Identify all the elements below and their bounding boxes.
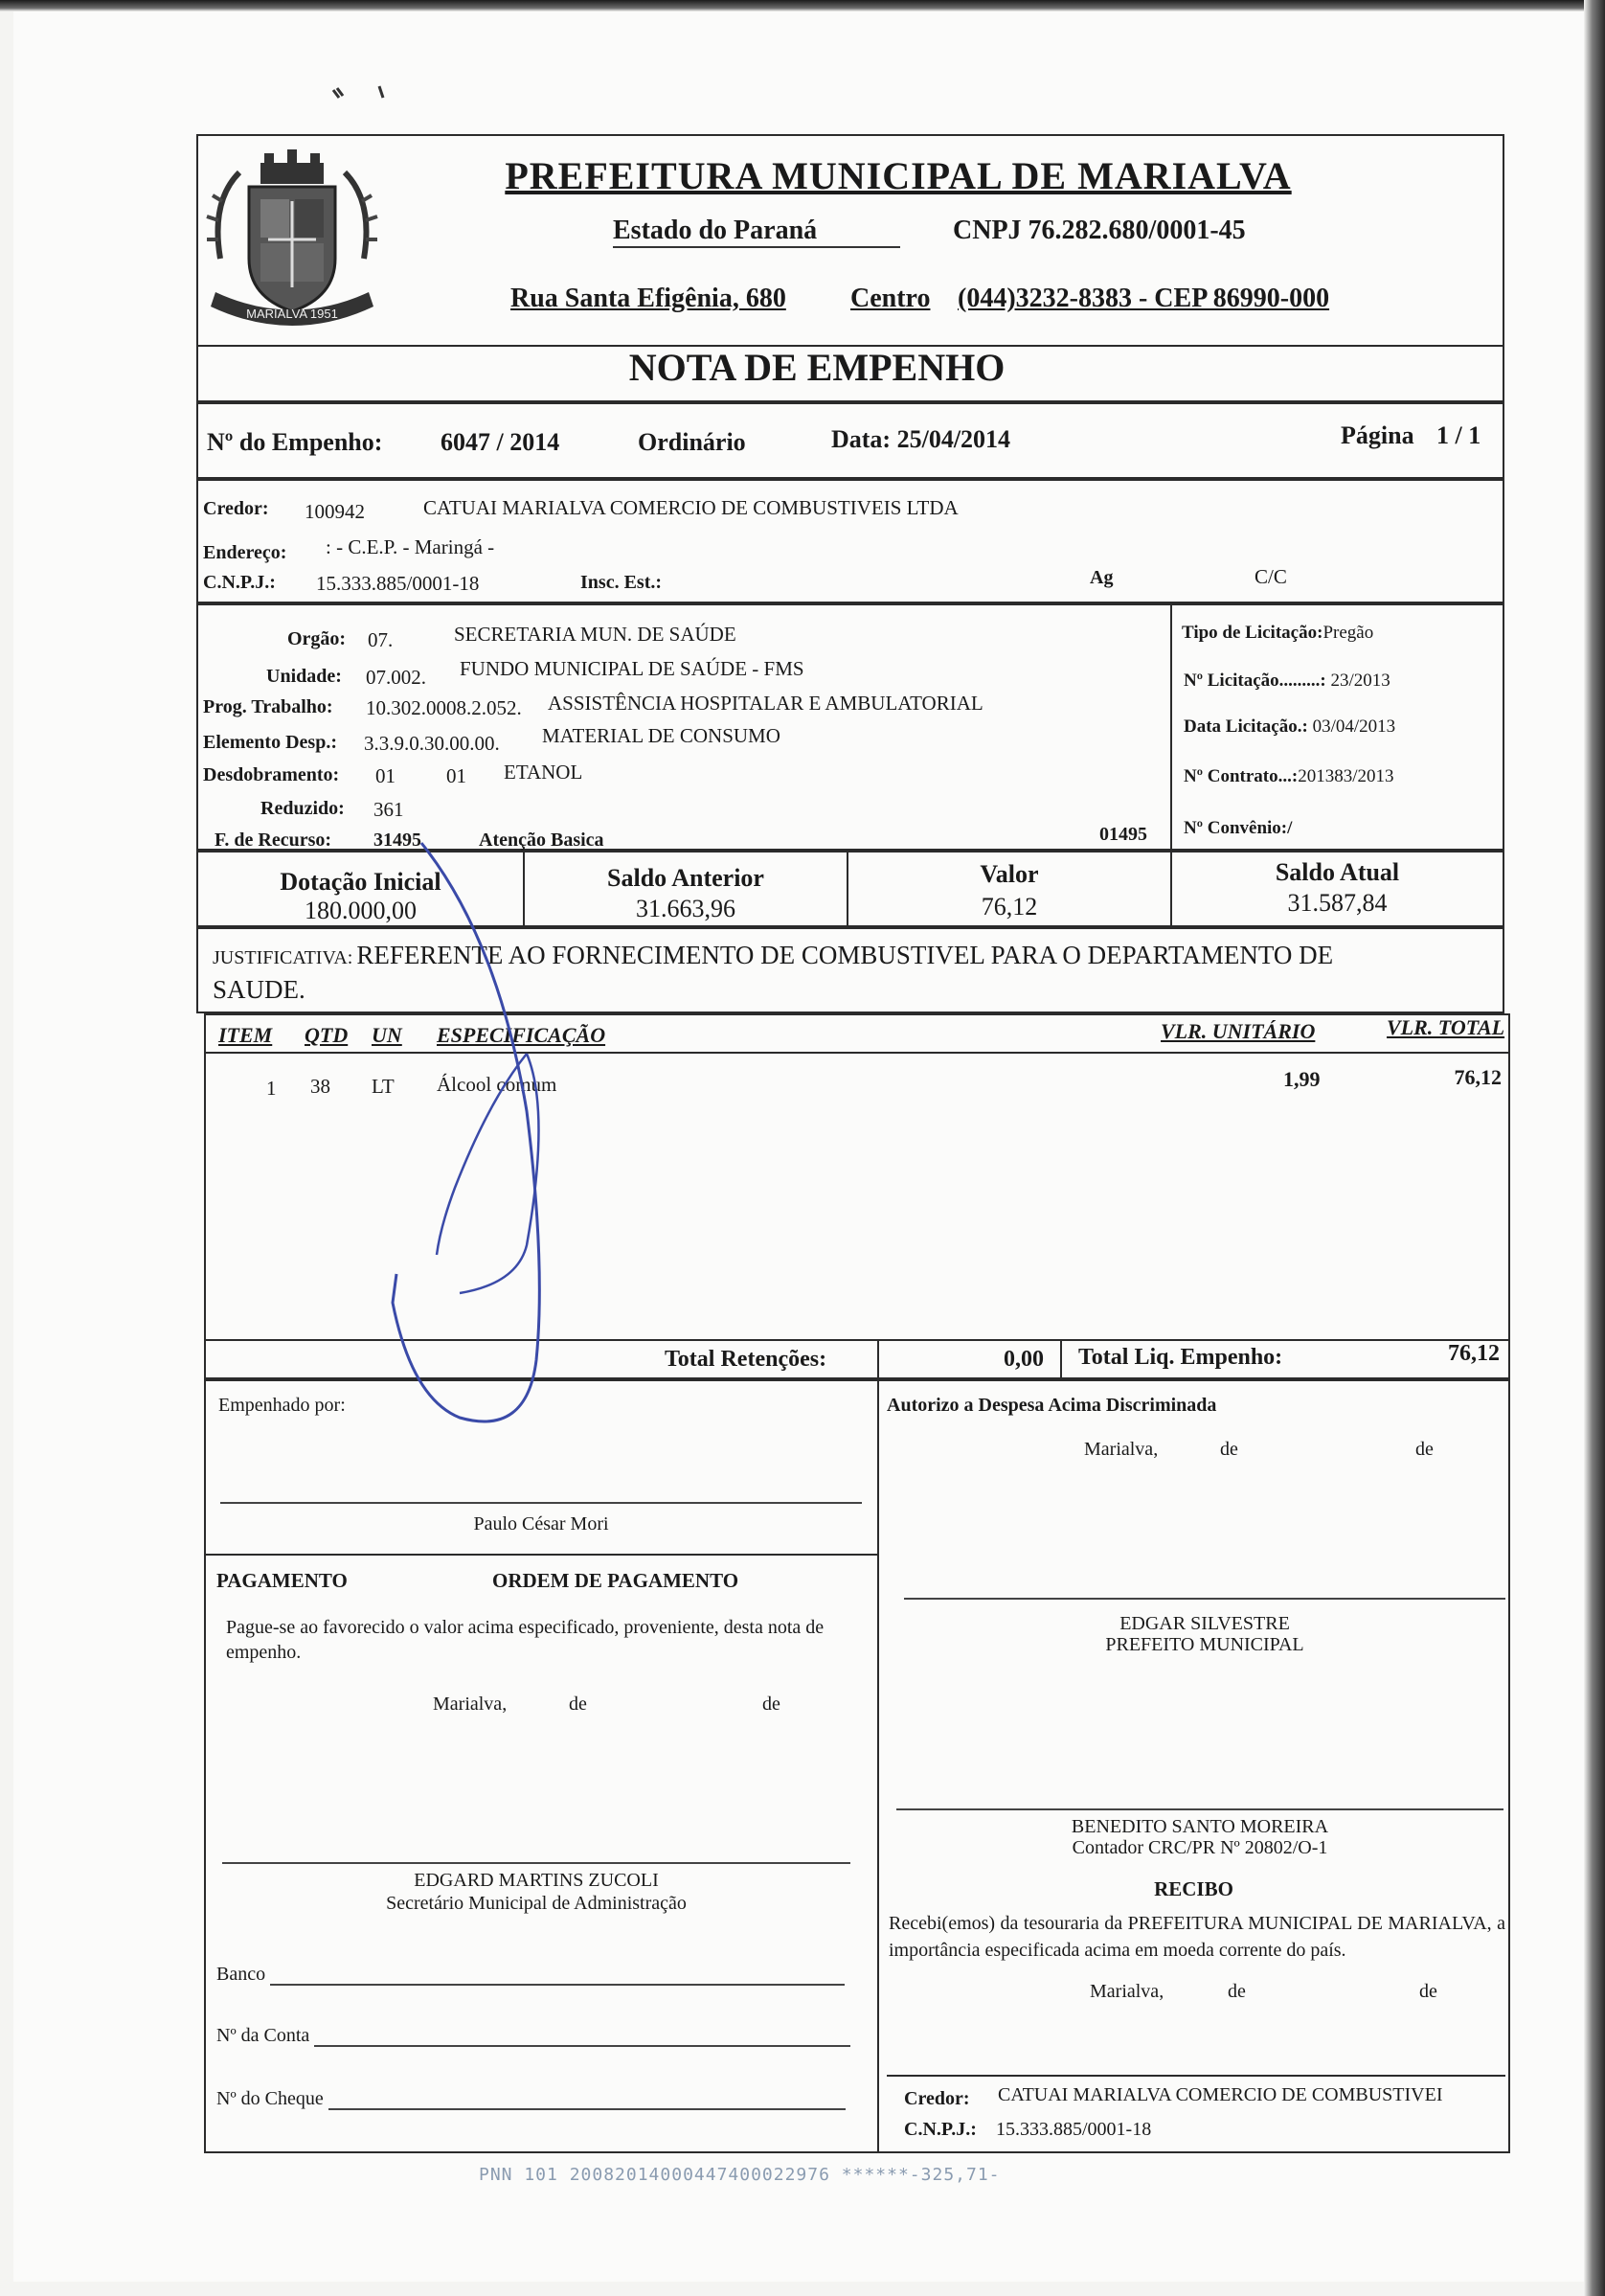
pagamento-top-divider [204,1554,877,1556]
empenho-number: 6047 / 2014 [441,428,560,456]
autorizo-local: Marialva, [1084,1439,1159,1460]
valor-label: Valor [980,860,1039,888]
address-centro: Centro [850,284,931,313]
col-header-especificacao: ESPECIFICAÇÃO [437,1023,606,1047]
banco-field[interactable] [270,1984,845,1986]
data-licitacao-label: Data Licitação.: [1184,716,1308,737]
address-street: Rua Santa Efigênia, 680 [510,284,786,313]
numero-licitacao-row [1184,671,1390,692]
insc-est-label: Insc. Est.: [580,572,663,593]
pagamento-texto: Pague-se ao favorecido o valor acima especificado, proveniente, desta nota de empenho. [226,1617,825,1663]
empenhado-label: Empenhado por: [218,1395,346,1416]
org-title: PREFEITURA MUNICIPAL DE MARIALVA [505,154,1292,197]
col-header-vlr-total: VLR. TOTAL [1387,1015,1505,1039]
saldo-anterior-value: 31.663,96 [636,895,735,922]
recibo-cnpj: 15.333.885/0001-18 [996,2119,1152,2140]
desdobramento-b: 01 [446,764,466,787]
conta-field[interactable] [314,2045,850,2047]
valor-value: 76,12 [981,893,1038,921]
cheque-label: Nº do Cheque [216,2088,324,2109]
item-qtd: 38 [310,1075,330,1098]
saldo-atual-value: 31.587,84 [1287,889,1388,917]
prefeito-signature-line [904,1598,1505,1600]
recibo-credor-divider [887,2075,1505,2077]
cheque-field[interactable] [328,2108,846,2110]
credor-cnpj: 15.333.885/0001-18 [316,572,480,595]
empenhado-nome: Paulo César Mori [473,1513,609,1534]
footer-bank-code: PNN 101 20082014000447400022976 ******-325,71- [479,2165,1001,2185]
desdobramento-name: ETANOL [504,761,583,784]
page-label: Página [1341,421,1414,449]
contador-nome: BENEDITO SANTO MOREIRA [1071,1816,1329,1837]
secretario-cargo: Secretário Municipal de Administração [386,1893,687,1914]
numero-licitacao-label: Nº Licitação.........: [1184,671,1326,691]
banco-row [216,1964,845,1986]
dotacao-value: 180.000,00 [305,897,417,924]
contador-cargo: Contador CRC/PR Nº 20802/O-1 [1072,1837,1328,1858]
assinaturas-center-divider [877,1379,879,2153]
retencoes-label: Total Retenções: [665,1347,827,1372]
prog-trabalho-name: ASSISTÊNCIA HOSPITALAR E AMBULATORIAL [548,692,983,715]
pen-mark-icon [383,824,632,1456]
desdobramento-label: Desdobramento: [203,764,340,785]
pagamento-local: Marialva, [433,1694,508,1715]
autorizo-de-2: de [1415,1439,1434,1460]
licitacao-divider [1170,603,1172,851]
empenho-date: Data: 25/04/2014 [831,425,1011,453]
recibo-de-1: de [1228,1981,1246,2002]
seal-text: MARIALVA 1951 [246,307,338,321]
credor-label: Credor: [203,498,269,519]
cnpj-prefeitura: CNPJ 76.282.680/0001-45 [953,216,1246,245]
prog-trabalho-code: 10.302.0008.2.052. [366,696,522,719]
secretario-signature-line [222,1862,850,1864]
orgao-name: SECRETARIA MUN. DE SAÚDE [454,623,736,646]
data-licitacao-value: 03/04/2013 [1312,716,1396,737]
contrato-label: Nº Contrato...: [1184,766,1299,786]
recurso-code: 31495 [373,830,421,851]
contador-signature-line [896,1808,1503,1810]
empenho-number-label: Nº do Empenho: [207,428,383,456]
orgao-code: 07. [368,628,394,651]
unidade-name: FUNDO MUNICIPAL DE SAÚDE - FMS [460,657,804,680]
contrato-value: 201383/2013 [1298,766,1394,786]
secretario-nome: EDGARD MARTINS ZUCOLI [414,1870,659,1891]
conta-label: Nº da Conta [216,2025,310,2046]
recurso-name: Atenção Basica [479,830,604,851]
conta-corrente-label: C/C [1255,565,1287,588]
recibo-credor-label: Credor: [904,2088,970,2109]
recibo-de-2: de [1419,1981,1437,2002]
col-header-vlr-unitario: VLR. UNITÁRIO [1161,1019,1316,1043]
empenhado-signature-line [220,1502,862,1504]
totais-div-2 [1060,1339,1062,1379]
endereco-value: : - C.E.P. - Maringá - [326,535,495,558]
item-un: LT [372,1075,395,1098]
orgao-label: Orgão: [287,628,347,649]
recibo-cnpj-label: C.N.P.J.: [904,2119,977,2140]
convenio-label: Nº Convênio:/ [1184,818,1293,838]
autorizo-de-1: de [1220,1439,1238,1460]
page-number: 1 / 1 [1436,421,1481,449]
saldo-anterior-label: Saldo Anterior [607,864,764,892]
credor-cnpj-label: C.N.P.J.: [203,572,276,593]
contrato-row [1184,766,1393,787]
scan-marks [326,79,393,105]
numero-licitacao-value: 23/2013 [1330,671,1390,691]
ordem-pagamento-label: ORDEM DE PAGAMENTO [492,1569,739,1592]
pagamento-de-2: de [762,1694,780,1715]
banco-label: Banco [216,1964,266,1985]
tipo-licitacao-label [1182,623,1373,644]
reduzido-label: Reduzido: [260,798,345,819]
autorizo-label: Autorizo a Despesa Acima Discriminada [887,1395,1217,1416]
item-vlr-unitario: 1,99 [1283,1067,1321,1091]
item-number: 1 [266,1077,277,1100]
endereco-label: Endereço: [203,542,287,563]
reduzido-value: 361 [373,798,404,821]
totais-div-1 [877,1339,879,1379]
col-header-un: UN [372,1023,402,1047]
justificativa-label: JUSTIFICATIVA: [213,947,353,968]
saldo-atual-label: Saldo Atual [1275,858,1400,886]
cheque-row [216,2088,846,2110]
credor-name: CATUAI MARIALVA COMERCIO DE COMBUSTIVEIS LTDA [423,496,959,519]
recurso-label: F. de Recurso: [215,830,332,851]
col-header-qtd: QTD [305,1023,349,1047]
address-phone-cep: (044)3232-8383 - CEP 86990-000 [958,284,1330,313]
pagamento-label: PAGAMENTO [216,1569,348,1592]
credor-code: 100942 [305,500,365,523]
empenho-type: Ordinário [638,428,746,456]
prog-trabalho-label: Prog. Trabalho: [203,696,333,717]
elemento-name: MATERIAL DE CONSUMO [542,724,780,747]
retencoes-value: 0,00 [1004,1347,1044,1372]
justificativa-text-2: SAUDE. [213,975,305,1004]
elemento-label: Elemento Desp.: [203,732,337,753]
recurso-code-right: 01495 [1099,824,1147,845]
justificativa-text: REFERENTE AO FORNECIMENTO DE COMBUSTIVEL PARA O DEPARTAMENTO DE [356,941,1334,969]
recibo-credor: CATUAI MARIALVA COMERCIO DE COMBUSTIVEI [998,2084,1443,2105]
liquido-label: Total Liq. Empenho: [1078,1345,1283,1370]
tipo-licitacao-value: Pregão [1322,623,1374,643]
prefeito-cargo: PREFEITO MUNICIPAL [1105,1634,1304,1655]
recibo-label: RECIBO [1154,1877,1233,1900]
scan-edge-top [0,0,1605,11]
dotacao-label: Dotação Inicial [280,868,441,896]
unidade-code: 07.002. [366,666,426,689]
recibo-texto: Recebi(emos) da tesouraria da PREFEITURA MUNICIPAL DE MARIALVA, a importância especificada acima em moeda corrente do país. [889,1913,1505,1961]
pagamento-de-1: de [569,1694,587,1715]
item-vlr-total: 76,12 [1454,1065,1502,1089]
col-header-item: ITEM [218,1023,273,1047]
recibo-local: Marialva, [1090,1981,1164,2002]
desdobramento-a: 01 [375,764,396,787]
justificativa-line1 [213,941,1333,970]
liquido-value: 76,12 [1448,1341,1500,1366]
elemento-code: 3.3.9.0.30.00.00. [364,732,500,755]
agencia-label: Ag [1090,567,1114,588]
unidade-label: Unidade: [266,666,342,687]
doc-title: NOTA DE EMPENHO [628,346,1006,389]
item-especificacao: Álcool comum [437,1073,557,1096]
estado-text: Estado do Paraná [613,216,900,248]
prefeito-nome: EDGAR SILVESTRE [1119,1613,1290,1634]
tipo-licitacao-label-text: Tipo de Licitação: [1182,623,1323,643]
conta-row [216,2025,850,2047]
data-licitacao-row [1184,716,1395,738]
